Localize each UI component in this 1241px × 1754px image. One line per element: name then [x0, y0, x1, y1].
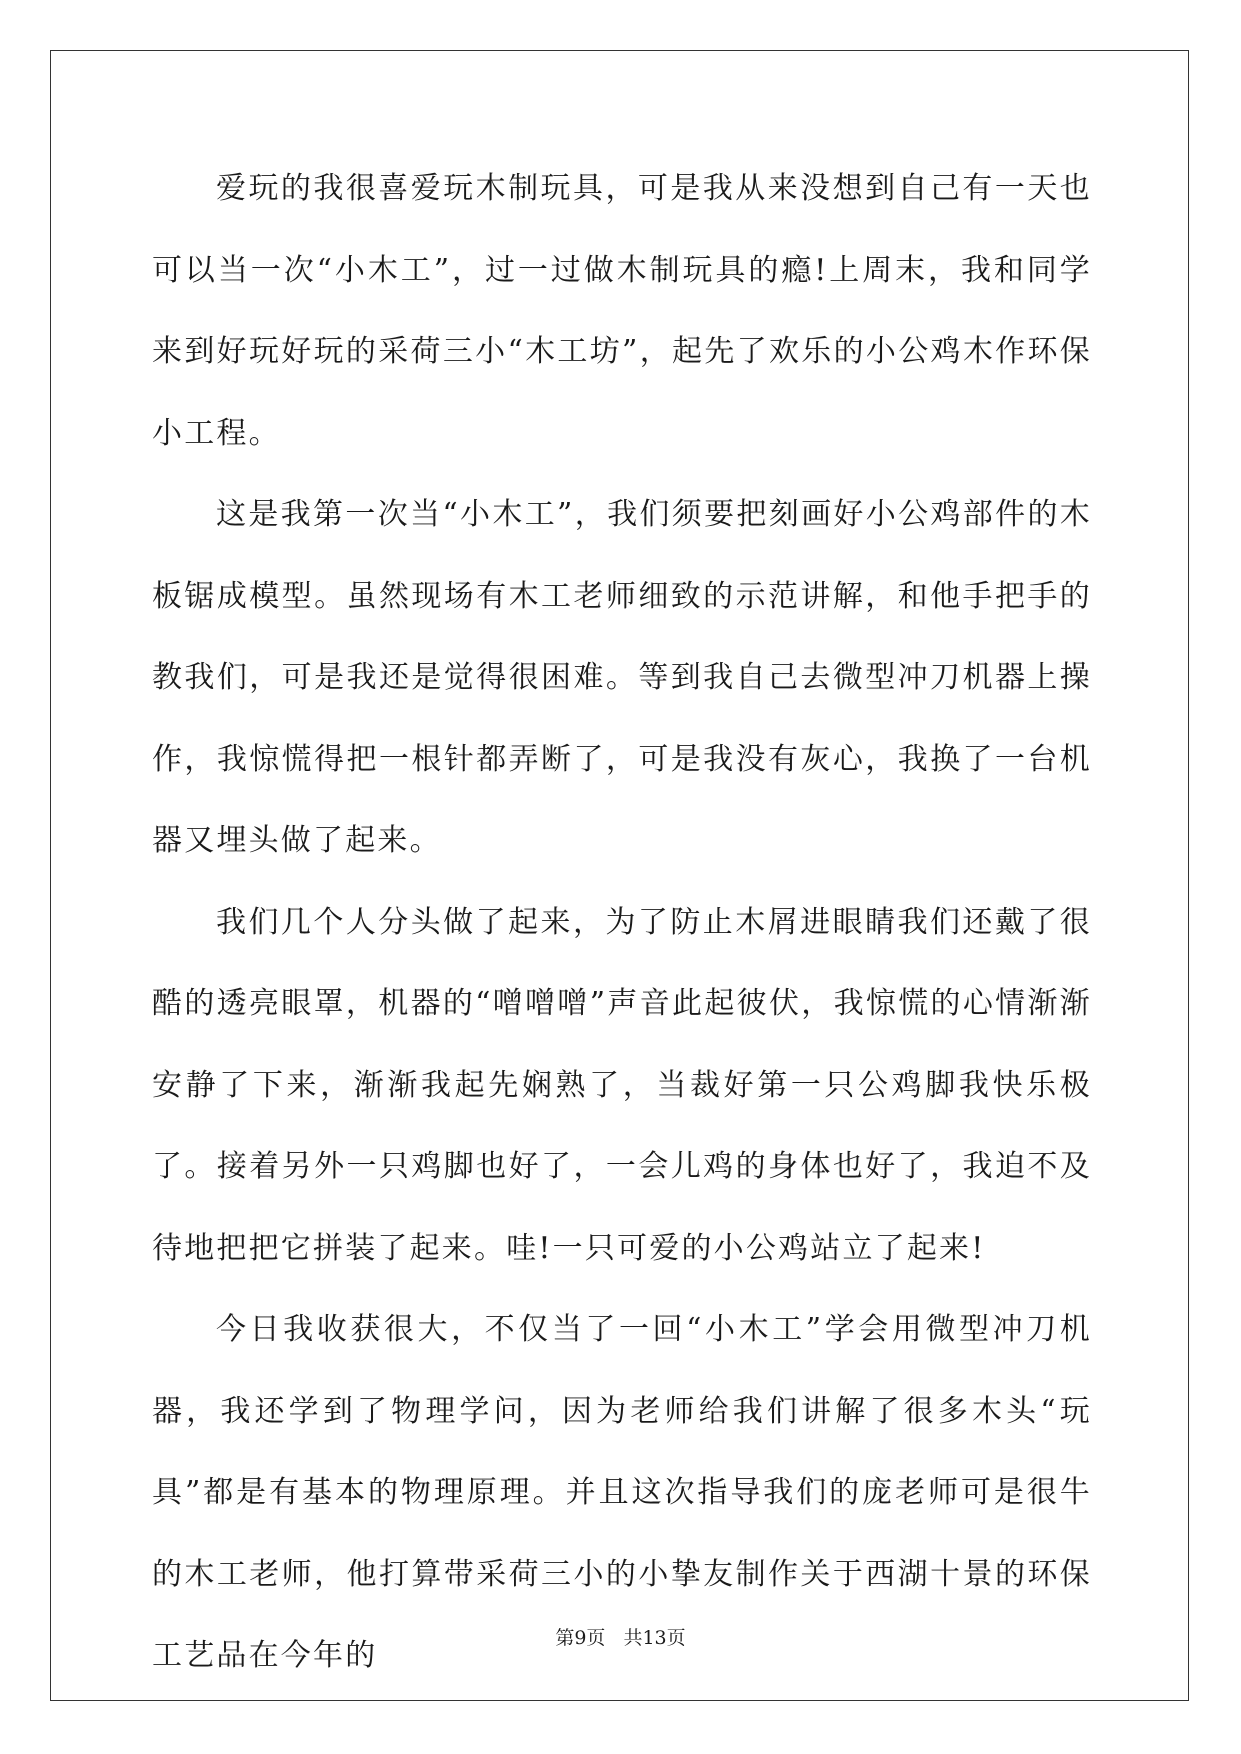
- page-total: 共13页: [623, 1627, 686, 1649]
- paragraph-3: 我们几个人分头做了起来，为了防止木屑进眼睛我们还戴了很酷的透亮眼罩，机器的“噌噌噌”声音此起彼伏，我惊慌的心情渐渐安静了下来，渐渐我起先娴熟了，当裁好第一只公鸡脚我快乐极了。接着另外一只鸡脚也好了，一会儿鸡的身体也好了，我迫不及待地把把它拼装了起来。哇!一只可爱的小公鸡站立了起来!: [152, 904, 1092, 1266]
- paragraph-2: 这是我第一次当“小木工”，我们须要把刻画好小公鸡部件的木板锯成模型。虽然现场有木工老师细致的示范讲解，和他手把手的教我们，可是我还是觉得很困难。等到我自己去微型冲刀机器上操作，我惊慌得把一根针都弄断了，可是我没有灰心，我换了一台机器又埋头做了起来。: [152, 497, 1092, 858]
- document-body: [152, 148, 1092, 1697]
- paragraph-4: 今日我收获很大，不仅当了一回“小木工”学会用微型冲刀机器，我还学到了物理学问，因为老师给我们讲解了很多木头“玩具”都是有基本的物理原理。并且这次指导我们的庞老师可是很牛的木工老师，他打算带采荷三小的小挚友制作关于西湖十景的环保工艺品在今年的: [152, 1312, 1092, 1673]
- page-footer: [0, 1623, 1241, 1650]
- paragraph-1: 爱玩的我很喜爱玩木制玩具，可是我从来没想到自己有一天也可以当一次“小木工”，过一过做木制玩具的瘾!上周末，我和同学来到好玩好玩的采荷三小“木工坊”，起先了欢乐的小公鸡木作环保小工程。: [152, 171, 1092, 451]
- page-number: 第9页: [555, 1627, 606, 1649]
